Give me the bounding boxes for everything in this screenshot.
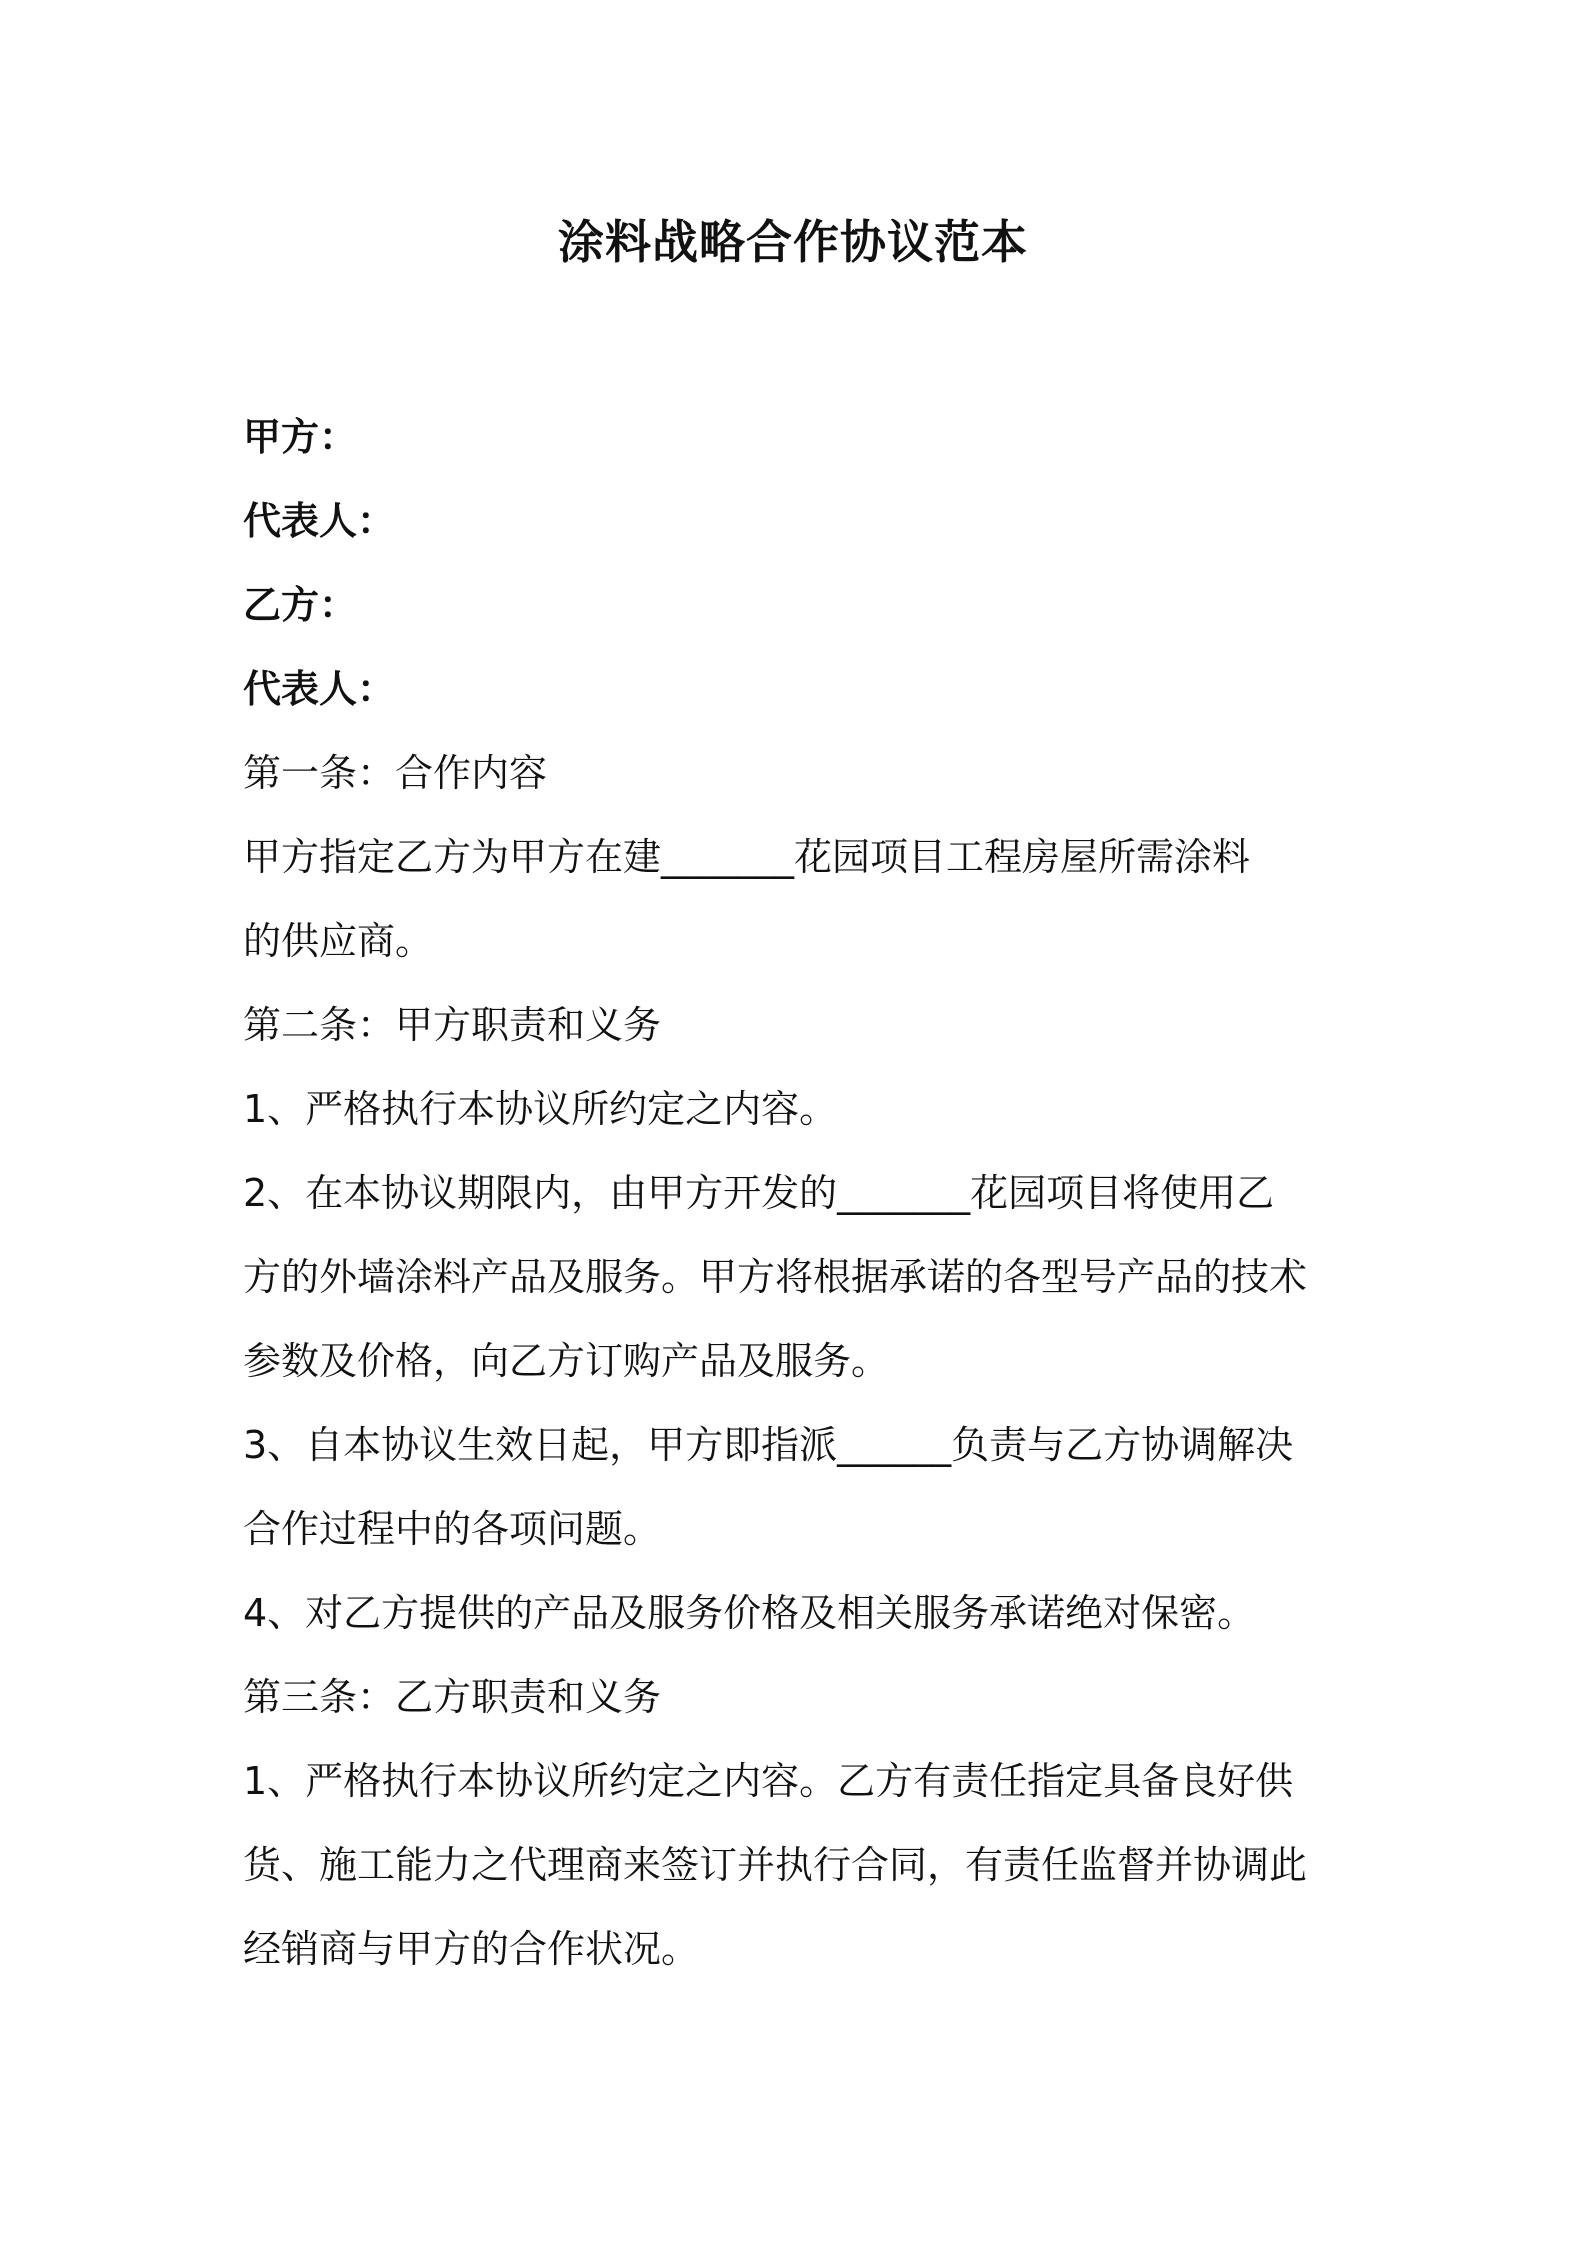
paragraph-line: 1、严格执行本协议所约定之内容。乙方有责任指定具备良好供 <box>243 1759 1294 1803</box>
party-b-representative-label: 代表人： <box>243 667 396 711</box>
party-b-label: 乙方： <box>243 583 358 627</box>
paragraph-line: 方的外墙涂料产品及服务。甲方将根据承诺的各型号产品的技术 <box>243 1255 1308 1299</box>
paragraph-line: 1、严格执行本协议所约定之内容。 <box>243 1087 838 1131</box>
document-title: 涂料战略合作协议范本 <box>558 215 1028 269</box>
party-a-representative-label: 代表人： <box>243 499 396 543</box>
paragraph-line: 货、施工能力之代理商来签订并执行合同，有责任监督并协调此 <box>243 1843 1308 1887</box>
paragraph-line: 2、在本协议期限内，由甲方开发的_______花园项目将使用乙 <box>243 1171 1275 1215</box>
paragraph-line: 4、对乙方提供的产品及服务价格及相关服务承诺绝对保密。 <box>243 1591 1256 1635</box>
article-1-heading: 第一条：合作内容 <box>243 751 548 795</box>
paragraph-line: 参数及价格，向乙方订购产品及服务。 <box>243 1339 890 1383</box>
party-a-label: 甲方： <box>243 415 358 459</box>
article-2-heading: 第二条：甲方职责和义务 <box>243 1003 662 1047</box>
article-3-heading: 第三条：乙方职责和义务 <box>243 1675 662 1719</box>
paragraph-line: 经销商与甲方的合作状况。 <box>243 1927 700 1971</box>
paragraph-line: 3、自本协议生效日起，甲方即指派______负责与乙方协调解决 <box>243 1423 1294 1467</box>
paragraph-line: 合作过程中的各项问题。 <box>243 1507 662 1551</box>
paragraph-line: 甲方指定乙方为甲方在建_______花园项目工程房屋所需涂料 <box>243 835 1251 879</box>
paragraph-line: 的供应商。 <box>243 919 434 963</box>
